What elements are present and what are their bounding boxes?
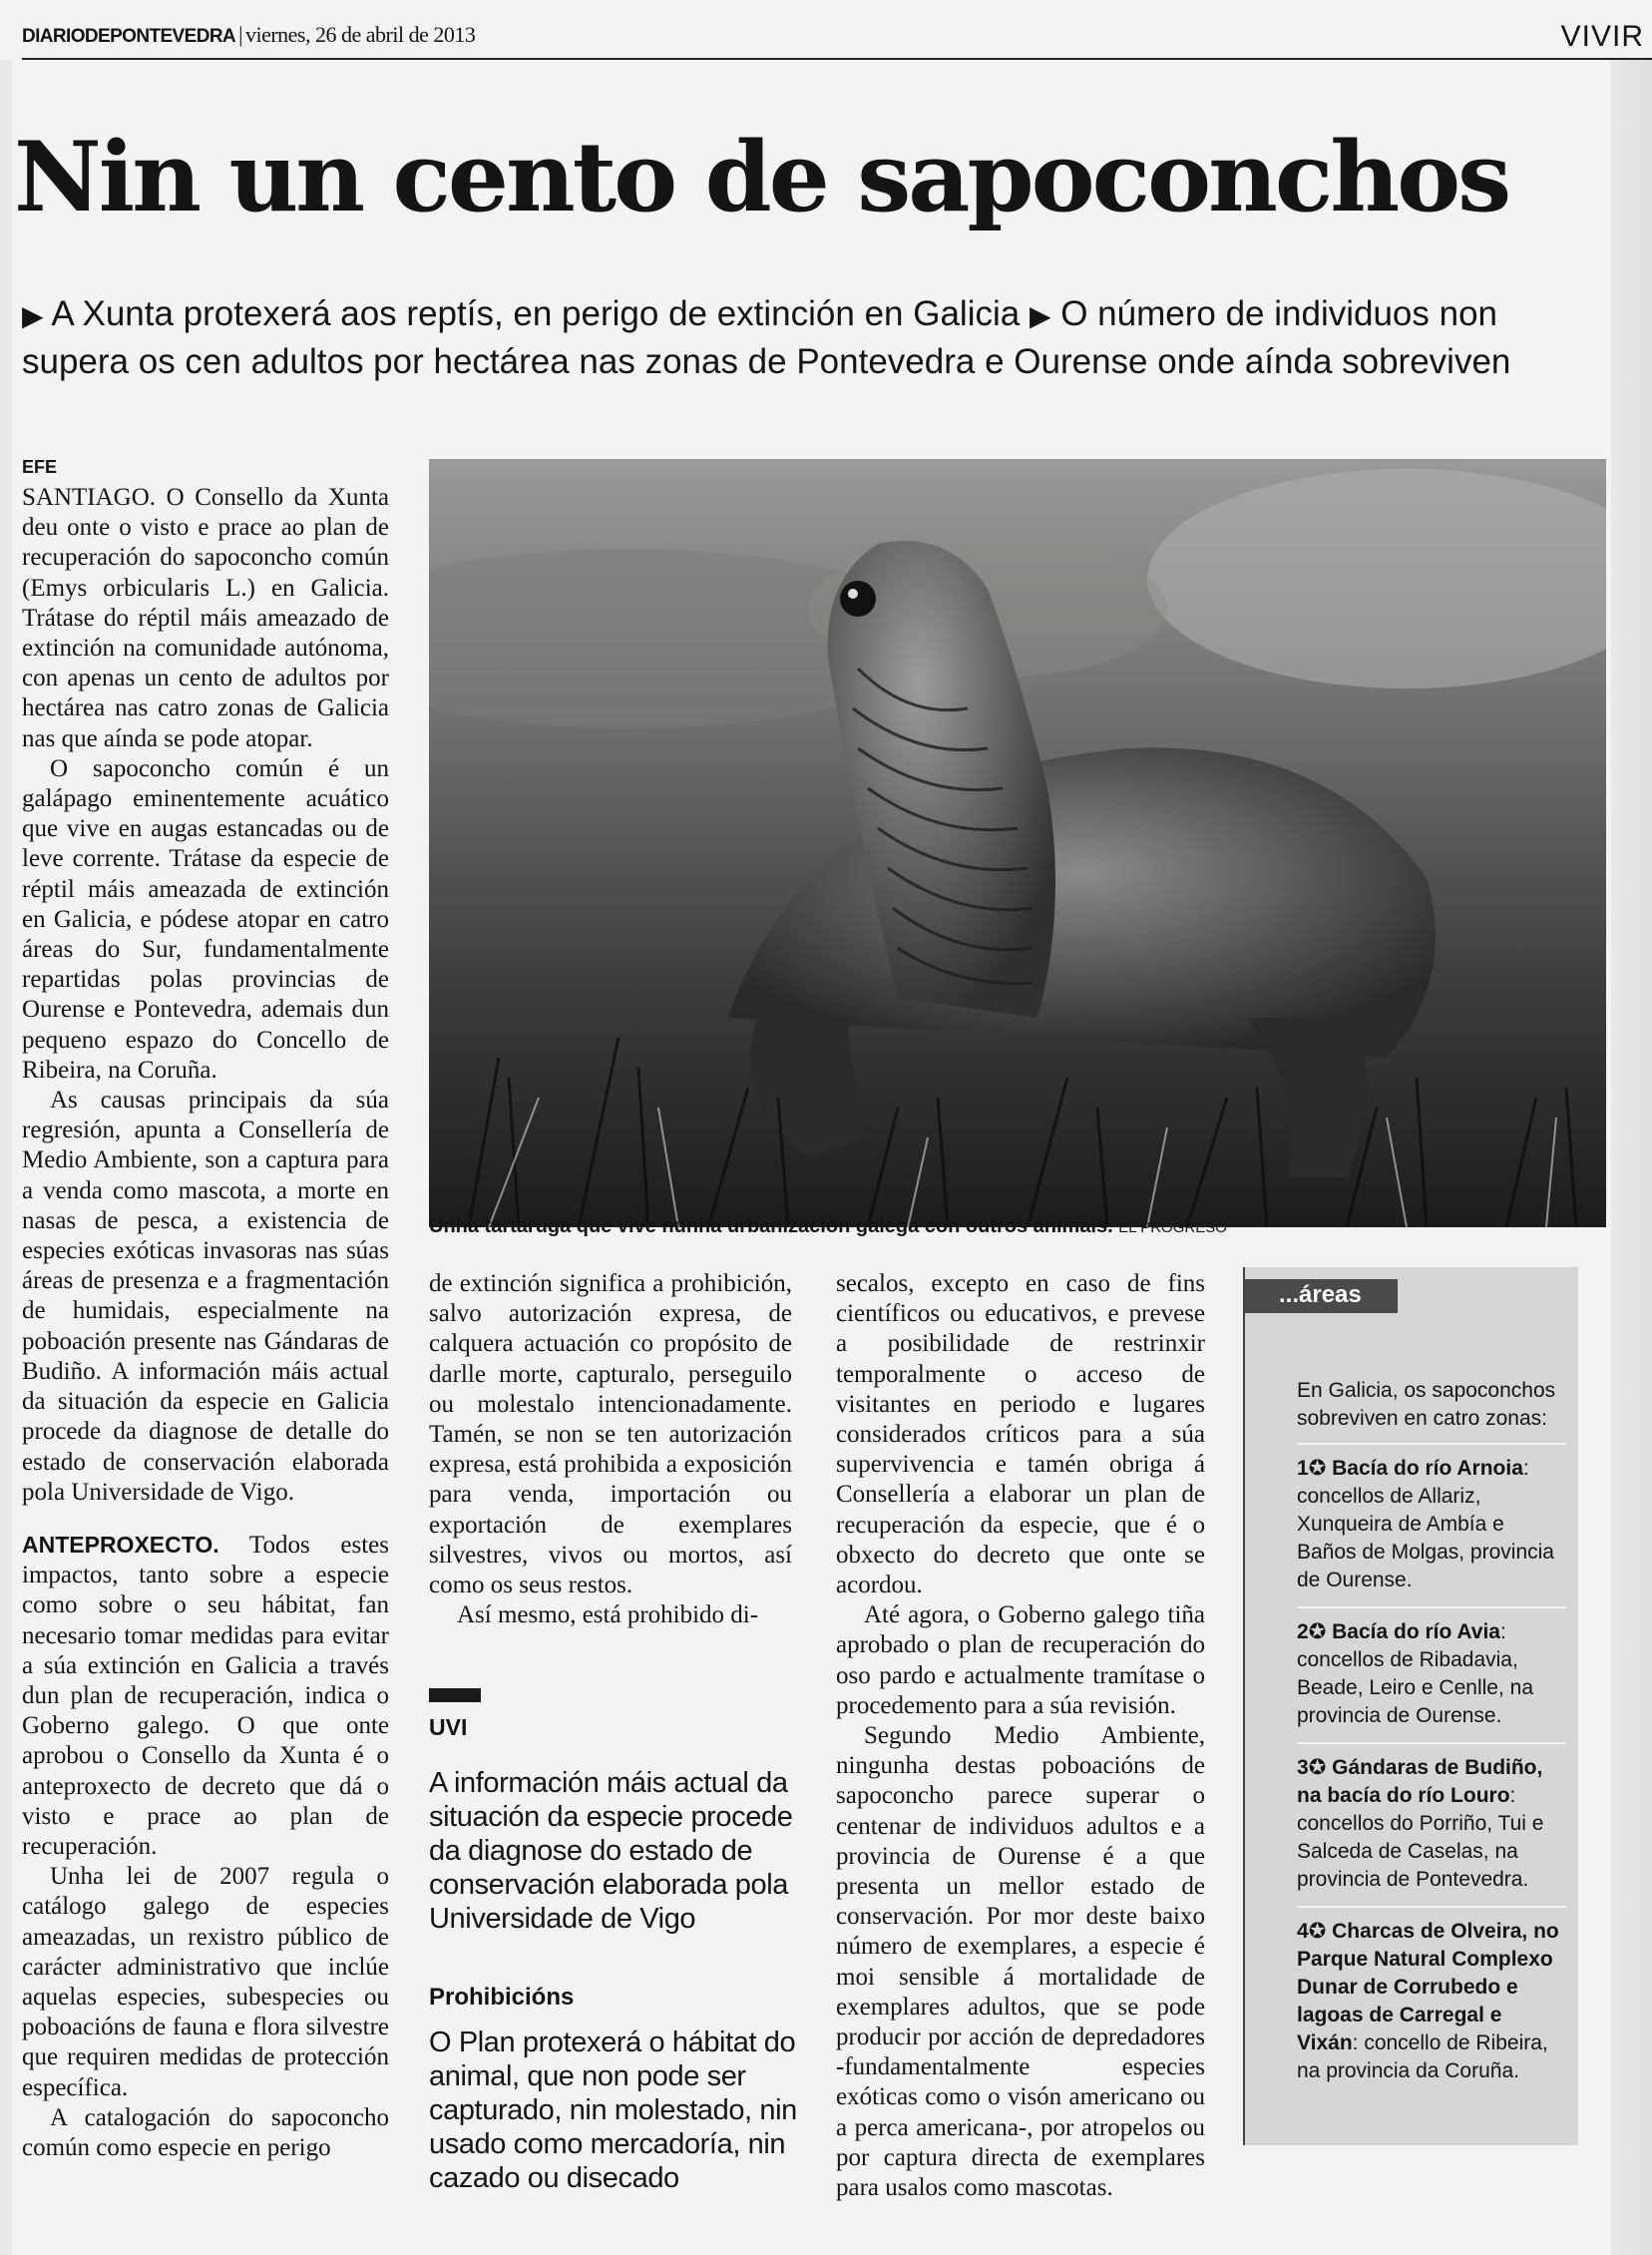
subhead: ANTEPROXECTO. [22, 1531, 219, 1558]
paragraph: Unha lei de 2007 regula o catálogo galego de especies ameazadas, un rexistro público de carácter administrativo que inclúe aquelas especies, subespecies ou poboacións de fauna e flora silvestre que requiren medidas de protección específica. [22, 1863, 389, 2101]
prohibicions-label: Prohibicións [429, 1984, 575, 2011]
areas-box-body [1297, 1377, 1566, 2097]
masthead-rule [22, 58, 1652, 60]
uvi-label: UVI [429, 1714, 468, 1740]
paragraph: ANTEPROXECTO. Todos estes impactos, tanto sobre a especie como sobre o seu hábitat, fan necesario tomar medidas para evitar a súa extinción en Galicia a través dun plan de recuperación, indica o Goberno galego. O que onte aprobou o Consello da Xunta é o anteproxecto de decreto que dá o visto e prace ao plan de recuperación. [22, 1531, 389, 1860]
arrow-icon: ▶ [22, 300, 44, 331]
zone-number: 1 [1297, 1457, 1309, 1480]
paragraph: Así mesmo, está prohibido di- [457, 1601, 759, 1629]
zone-name: Bacía do río Arnoia [1332, 1457, 1523, 1480]
areas-intro: En Galicia, os sapoconchos sobreviven en catro zonas: [1297, 1379, 1556, 1430]
paragraph: de extinción significa a prohibición, salvo autorización expresa, de calquera actuación co propósito de darlle morte, capturalo, perseguilo ou molestalo intencionadamente. Tamén, se non se ten autorización expresa, está prohibida a exposición para venda, importación ou exportación de exemplares silvestres, vivos ou mortos, así como os seus restos. [429, 1270, 792, 1599]
deck-part-1: A Xunta protexerá aos reptís, en perigo de extinción en Galicia [51, 294, 1021, 333]
star-bullet-icon: ✪ [1308, 1457, 1327, 1480]
byline: EFE [22, 457, 58, 477]
turtle-photo [429, 459, 1606, 1227]
zone-detail: : concello de Ribeira, na provincia da Coruña. [1297, 2031, 1548, 2082]
zone-name: Charcas de Olveira, no Parque Natural Complexo Dunar de Corrubedo e lagoas de Carregal e Vixán [1297, 1920, 1559, 2054]
article-column-3 [836, 1269, 1205, 2203]
deck [22, 291, 1578, 385]
prohibicions-text: O Plan protexerá o hábitat do animal, que non pode ser capturado, nin molestado, nin usado como mercadoría, nin cazado ou disecado [429, 2027, 797, 2194]
star-bullet-icon: ✪ [1308, 1756, 1327, 1779]
photo-credit: EL PROGRESO [1118, 1219, 1227, 1236]
paragraph: Segundo Medio Ambiente, ningunha destas poboacións de sapoconcho parece superar o centenar de individuos adultos e a provincia de Ourense é a que presenta un mellor estado de conservación. Por mor deste baixo número de exemplares, a especie é moi sensible á mortalidade de exemplares adultos, que se pode producir por acción de depredadores -fundamentalmente especies exóticas como o visón americano ou a perca americana-, por atropelos ou por captura directa de exemplares para usalos como mascotas. [836, 1722, 1205, 2202]
zone-name: Gándaras de Budiño, na bacía do río Louro [1297, 1756, 1543, 1807]
zone-detail: : concellos de Allariz, Xunqueira de Ambía e Baños de Molgas, provincia de Ourense. [1297, 1457, 1554, 1591]
masthead-separator: | [238, 22, 242, 47]
zone-number: 4 [1297, 1920, 1309, 1943]
paragraph: SANTIAGO. O Consello da Xunta deu onte o visto e prace ao plan de recuperación do sapoconcho común (Emys orbicularis L.) en Galicia. Trátase do réptil máis ameazado de extinción na comunidade autónoma, con apenas un cento de adultos por hectárea nas catro zonas de Galicia nas que aínda se pode atopar. [22, 484, 389, 752]
paragraph: A catalogación do sapoconcho común como especie en perigo [22, 2103, 389, 2161]
star-bullet-icon: ✪ [1308, 1620, 1327, 1643]
zone-item [1297, 1443, 1566, 1606]
zone-detail: : concellos de Ribadavia, Beade, Leiro e Cenlle, na provincia de Ourense. [1297, 1620, 1533, 1727]
zone-detail: : concellos do Porriño, Tui e Salceda de Caselas, na provincia de Pontevedra. [1297, 1784, 1544, 1891]
article-column-1 [22, 483, 389, 2163]
zone-number: 2 [1297, 1620, 1309, 1643]
page-edge-left [0, 60, 12, 2255]
dateline: SANTIAGO. [22, 484, 157, 511]
article-column-2 [429, 1269, 792, 1630]
paragraph: secalos, excepto en caso de fins científicos ou educativos, e prevese a posibilidade de restrinxir temporalmente o acceso de visitantes en periodo e lugares considerados críticos para a súa supervivencia e tamén obriga á Consellería a elaborar un plan de recuperación da especie, que é o obxecto do decreto que onte se acordou. [836, 1270, 1205, 1599]
page-edge-right [1611, 60, 1652, 2255]
areas-box-title: ...áreas [1245, 1279, 1398, 1313]
star-bullet-icon: ✪ [1308, 1920, 1327, 1943]
zone-number: 3 [1297, 1756, 1309, 1779]
zone-item [1297, 1606, 1566, 1742]
masthead [22, 22, 475, 48]
arrow-icon: ▶ [1029, 300, 1051, 331]
issue-date: viernes, 26 de abril de 2013 [244, 22, 476, 47]
zone-name: Bacía do río Avia [1332, 1620, 1500, 1643]
photo-caption: Unha tartaruga que vive nunha urbanización galega con outros animais. EL PROGRESO [429, 1215, 1227, 1237]
headline: Nin un cento de sapoconchos [14, 121, 1509, 233]
deck-part-2: O número de individuos non supera os cen adultos por hectárea nas zonas de Pontevedra e Ourense onde aínda sobreviven [22, 294, 1511, 381]
zone-item [1297, 1906, 1566, 2097]
areas-box [1243, 1267, 1578, 2145]
zone-item [1297, 1742, 1566, 1906]
paragraph: Até agora, o Goberno galego tiña aprobado o plan de recuperación do oso pardo e actualmente tramítase o procedemento para a súa revisión. [836, 1601, 1205, 1719]
section-label: VIVIR [1560, 20, 1644, 53]
newspaper-brand: DIARIODEPONTEVEDRA [22, 26, 236, 47]
paragraph: O sapoconcho común é un galápago eminentemente acuático que vive en augas estancadas ou de leve corrente. Trátase da especie de réptil máis ameazada de extinción en Galicia, e pódese atopar en catro áreas do Sur, fundamentalmente repartidas polas provincias de Ourense e Pontevedra, ademais dun pequeno espazo do Concello de Ribeira, na Coruña. [22, 754, 389, 1084]
uvi-marker [429, 1688, 481, 1702]
uvi-text: A información máis actual da situación da especie procede da diagnose do estado de conservación elaborada pola Universidade de Vigo [429, 1767, 793, 1935]
paragraph: As causas principais da súa regresión, apunta a Consellería de Medio Ambiente, son a captura para a venda como mascota, a morte en nasas de pesca, a existencia de especies exóticas invasoras nas súas áreas de presenza e a fragmentación de humidais, especialmente na poboación presente nas Gándaras de Budiño. A información máis actual da situación da especie en Galicia procede da diagnose de detalle do estado de conservación elaborada pola Universidade de Vigo. [22, 1087, 389, 1506]
